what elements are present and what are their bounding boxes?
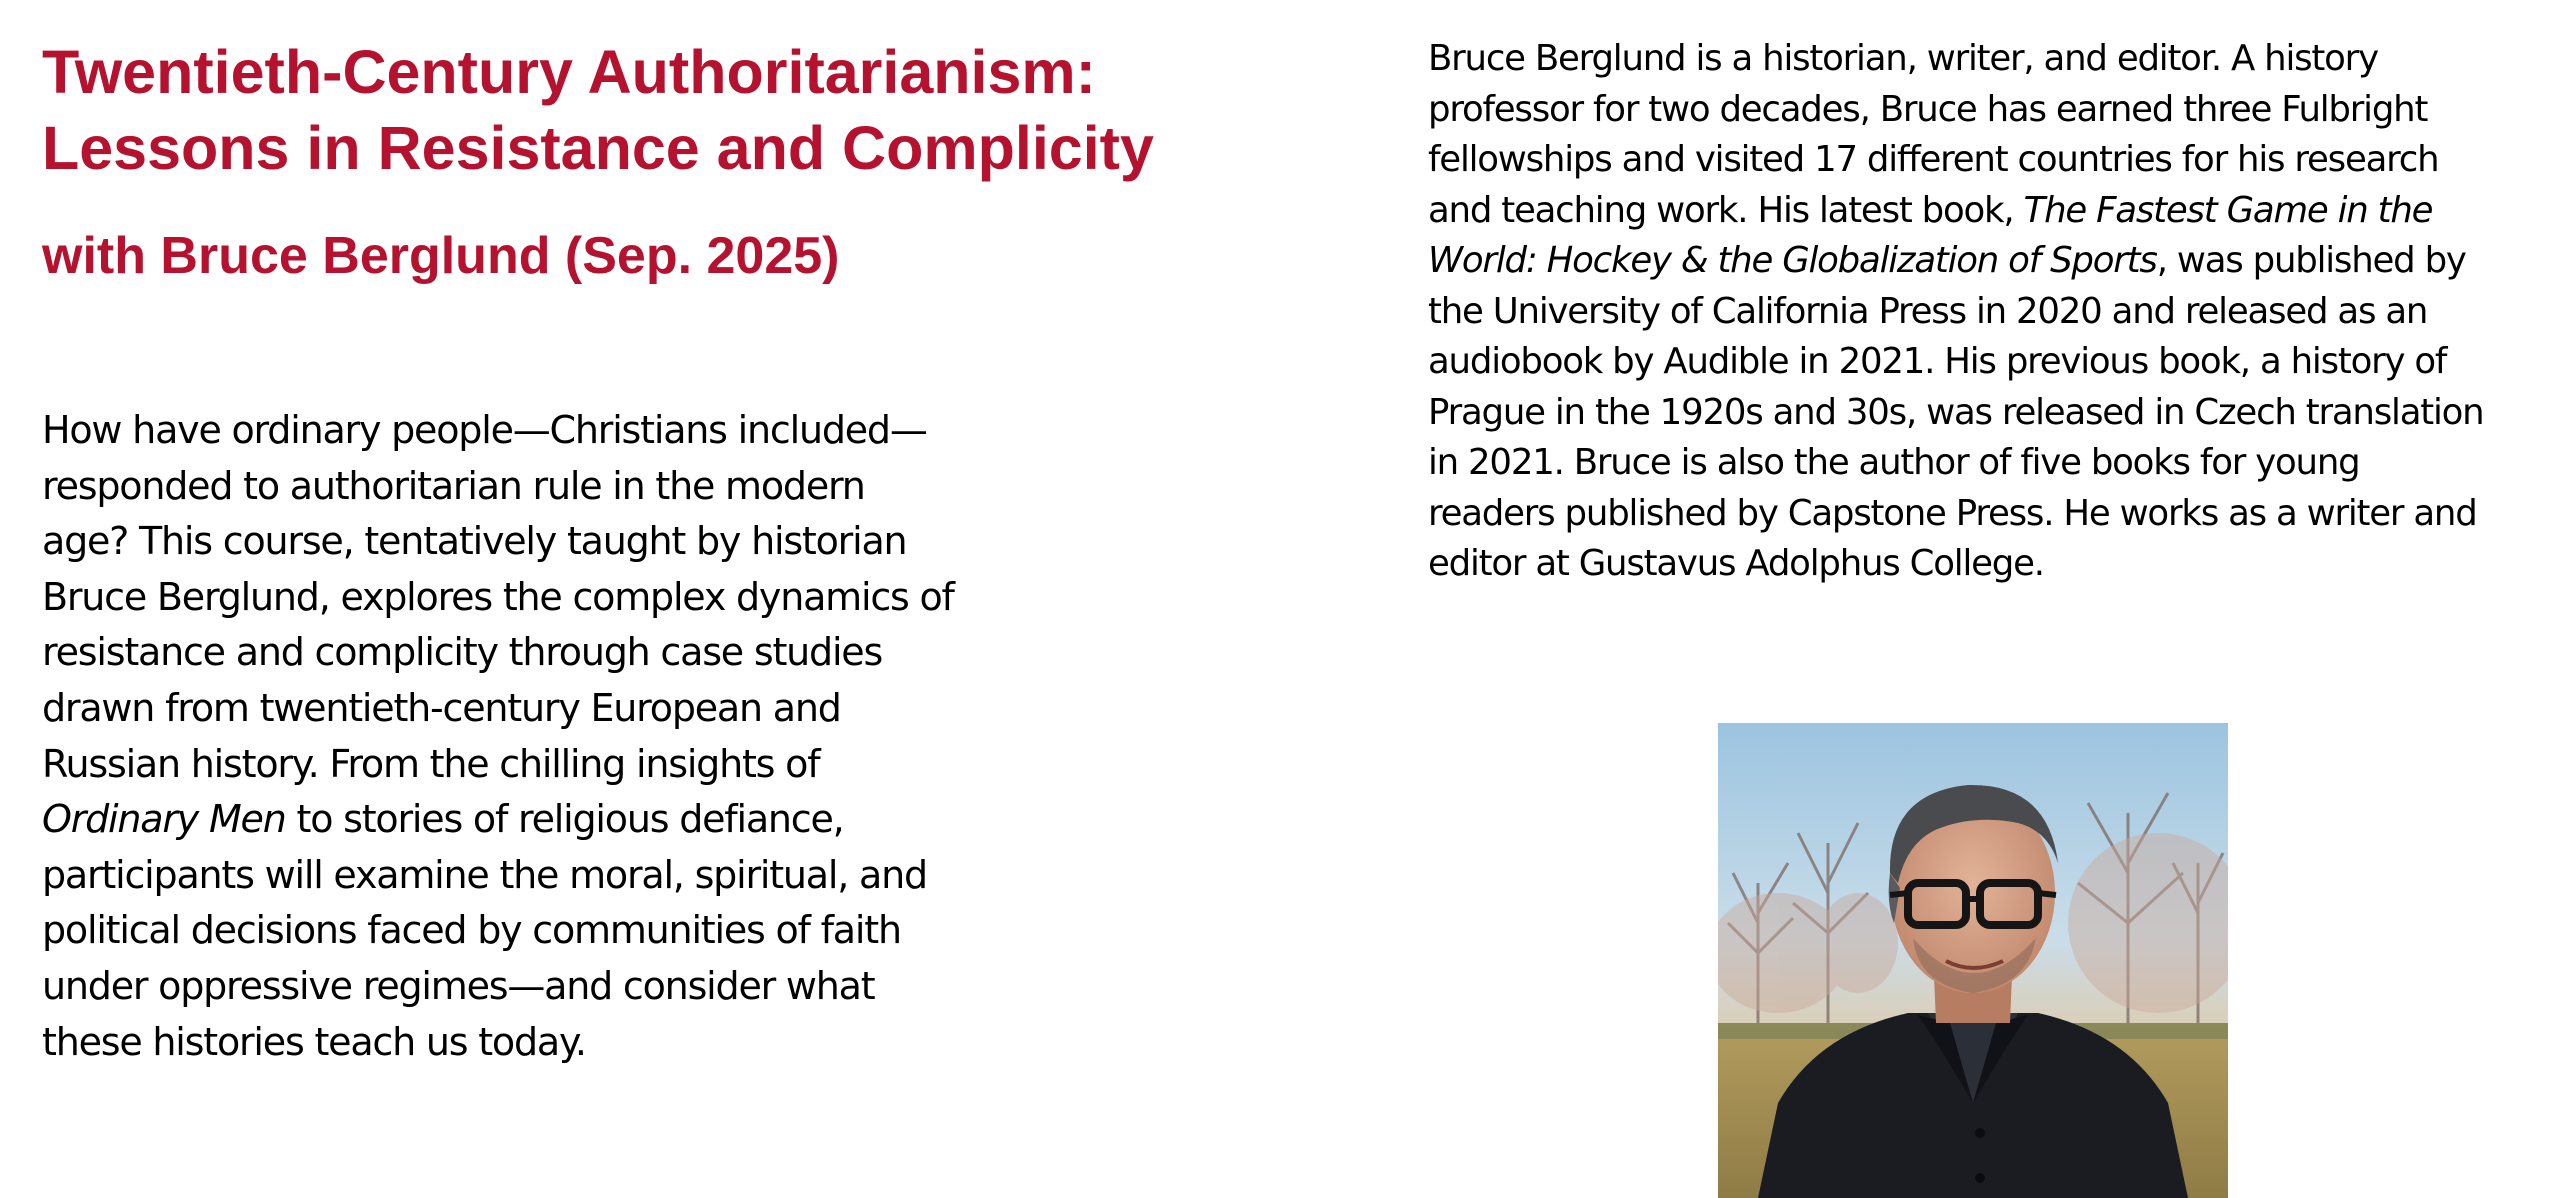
description-line: participants will examine the moral, spiritual, and (42, 852, 927, 897)
bio-line: professor for two decades, Bruce has earned three Fulbright (1428, 88, 2428, 130)
description-line (42, 792, 1042, 848)
instructor-bio (1428, 34, 2548, 590)
bio-line: in 2021. Bruce is also the author of five books for young (1428, 442, 2360, 483)
course-description (42, 403, 1042, 1070)
course-title-line-2: Lessons in Resistance and Complicity (42, 114, 1154, 182)
bio-line-text: , was published by (2156, 240, 2466, 281)
bio-line: fellowships and visited 17 different countries for his research (1428, 139, 2439, 180)
course-title (42, 34, 1292, 186)
book-title-fastest-game: The Fastest Game in the (2023, 189, 2433, 231)
book-title-ordinary-men: Ordinary Men (42, 797, 286, 842)
description-line: responded to authoritarian rule in the modern (42, 463, 865, 508)
book-title-fastest-game-cont: World: Hockey & the Globalization of Sports (1428, 240, 2157, 281)
description-line: Russian history. From the chilling insights of (42, 741, 820, 786)
description-line: age? This course, tentatively taught by historian (42, 519, 907, 564)
bio-line: readers published by Capstone Press. He works as a writer and (1428, 492, 2477, 534)
bio-line (1428, 236, 2548, 287)
bio-line: Prague in the 1920s and 30s, was released in Czech translation (1428, 391, 2484, 433)
bio-line-text: and teaching work. His latest book, (1428, 189, 2024, 231)
description-line: resistance and complicity through case studies (42, 630, 883, 675)
bio-line: Bruce Berglund is a historian, writer, and editor. A history (1428, 38, 2378, 79)
description-line: under oppressive regimes—and consider what (42, 963, 875, 1008)
description-line: political decisions faced by communities of faith (42, 908, 901, 953)
description-line: these histories teach us today. (42, 1019, 586, 1064)
course-subtitle: with Bruce Berglund (Sep. 2025) (42, 227, 840, 285)
bio-line: the University of California Press in 2020 and released as an (1428, 290, 2428, 332)
description-line: Bruce Berglund, explores the complex dynamics of (42, 574, 954, 619)
description-line: drawn from twentieth-century European and (42, 685, 841, 730)
description-line-text: to stories of religious defiance, (285, 797, 844, 842)
portrait-illustration (1718, 723, 2228, 1198)
course-title-line-1: Twentieth-Century Authoritarianism: (42, 38, 1096, 106)
bio-line: editor at Gustavus Adolphus College. (1428, 543, 2044, 584)
bio-line: audiobook by Audible in 2021. His previous book, a history of (1428, 341, 2447, 382)
description-line: How have ordinary people—Christians included— (42, 408, 927, 452)
instructor-photo (1718, 723, 2228, 1198)
bio-line (1428, 186, 2548, 237)
